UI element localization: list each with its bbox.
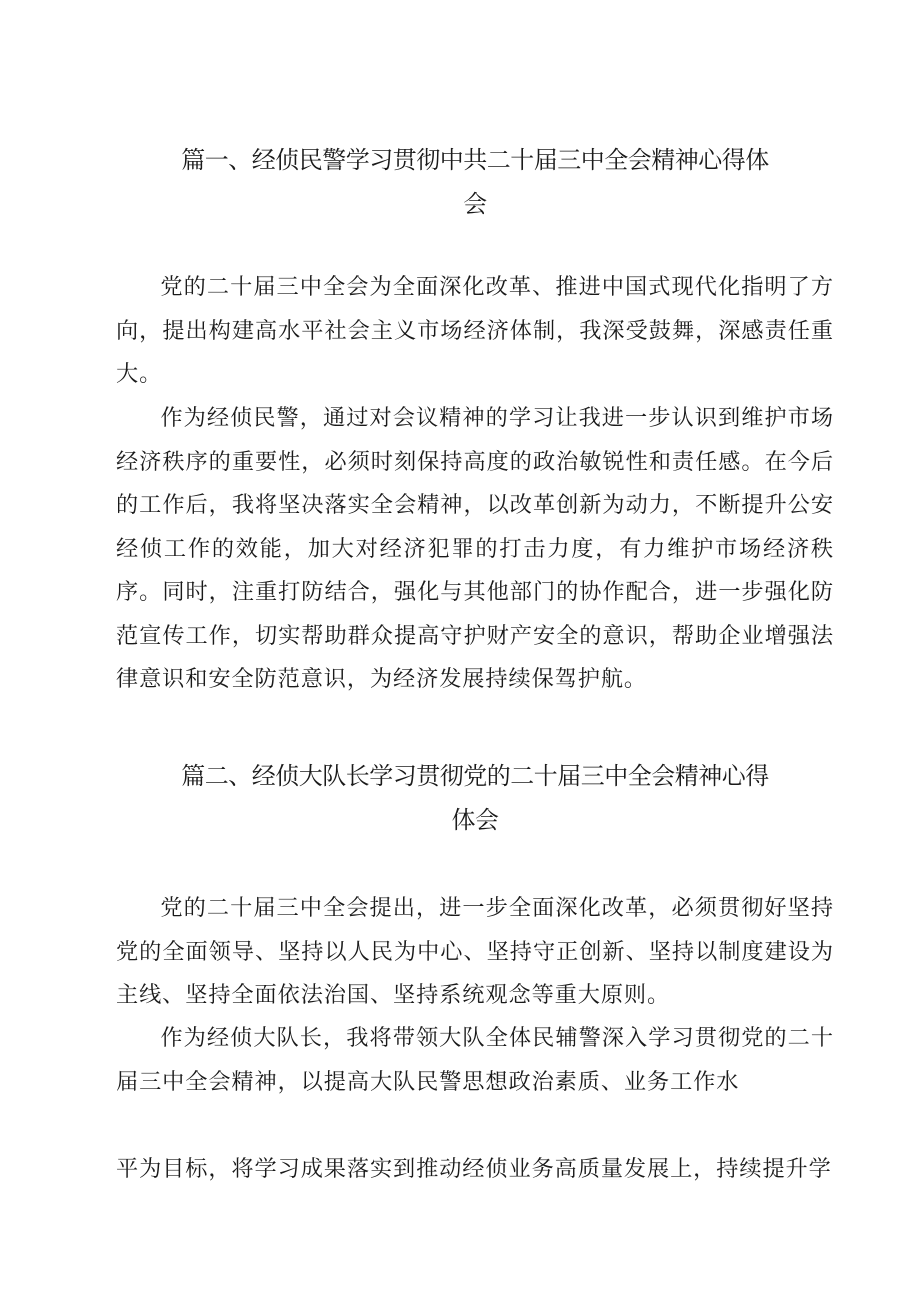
section-1-paragraph-1: 党的二十届三中全会为全面深化改革、推进中国式现代化指明了方向，提出构建高水平社会主义市场经济体制，我深受鼓舞，深感责任重大。 [116, 274, 834, 387]
section-2-paragraph-continued: 平为目标，将学习成果落实到推动经侦业务高质量发展上，持续提升学 [116, 1156, 832, 1182]
section-1-title [170, 138, 780, 226]
section-2-title [170, 754, 780, 842]
section-1-paragraph-2: 作为经侦民警，通过对会议精神的学习让我进一步认识到维护市场经济秩序的重要性，必须时刻保持高度的政治敏锐性和责任感。在今后的工作后，我将坚决落实全会精神，以改革创新为动力，不断提升公安经侦工作的效能，加大对经济犯罪的打击力度，有力维护市场经济秩序。同时，注重打防结合，强化与其他部门的协作配合，进一步强化防范宣传工作，切实帮助群众提高守护财产安全的意识，帮助企业增强法律意识和安全防范意识，为经济发展持续保驾护航。 [116, 405, 834, 692]
section-2-paragraph-1: 党的二十届三中全会提出，进一步全面深化改革，必须贯彻好坚持党的全面领导、坚持以人民为中心、坚持守正创新、坚持以制度建设为主线、坚持全面依法治国、坚持系统观念等重大原则。 [116, 895, 834, 1008]
section-2-title-line2: 体会 [451, 806, 499, 834]
section-2-title-line1: 篇二、经侦大队长学习贯彻党的二十届三中全会精神心得 [181, 762, 769, 790]
section-2-paragraph-2: 作为经侦大队长，我将带领大队全体民辅警深入学习贯彻党的二十届三中全会精神，以提高大队民警思想政治素质、业务工作水 [116, 1025, 834, 1095]
section-1-title-line1: 篇一、经侦民警学习贯彻中共二十届三中全会精神心得体 [181, 146, 769, 174]
section-1-title-line2: 会 [463, 190, 487, 218]
